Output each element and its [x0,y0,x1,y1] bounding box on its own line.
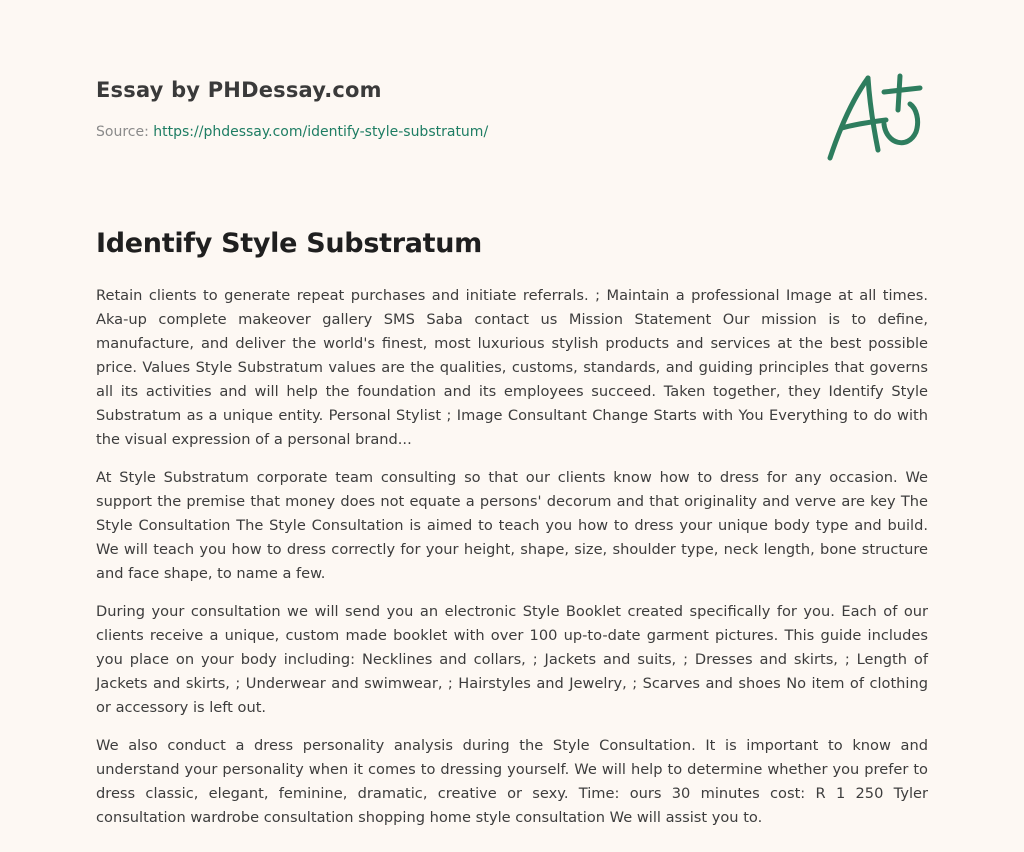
source-line [96,122,696,142]
paragraph: During your consultation we will send you an electronic Style Booklet created specifically for you. Each of our clients receive a unique, custom made booklet with over 100 up-to-date garment pictures. This guide includes you place on your body including: Necklines and collars, ; Jackets and suits, ; Dresses and skirts, ; Length of Jackets and skirts, ; Underwear and swimwear, ; Hairstyles and Jewelry, ; Scarves and shoes No item of clothing or accessory is left out. [96,603,928,716]
paragraph: Retain clients to generate repeat purchases and initiate referrals. ; Maintain a professional Image at all times. Aka-up complete makeover gallery SMS Saba contact us Mission Statement Our mission is to define, manufacture, and deliver the world's finest, most luxurious stylish products and services at the best possible price. Values Style Substratum values are the qualities, customs, standards, and guiding principles that governs all its activities and will help the foundation and its employees succeed. Taken together, they Identify Style Substratum as a unique entity. Personal Stylist ; Image Consultant Change Starts with You Everything to do with the visual expression of a personal brand... [96,287,928,448]
paragraph: We also conduct a dress personality analysis during the Style Consultation. It is important to know and understand your personality when it comes to dressing yourself. We will help to determine whether you prefer to dress classic, elegant, feminine, dramatic, creative or sexy. Time: ours 30 minutes cost: R 1 250 Tyler consultation wardrobe consultation shopping home style consultation We will assist you to. [96,737,928,826]
brand-title: Essay by PHDessay.com [96,78,382,102]
source-label: Source: [96,124,149,140]
a-plus-grade-icon [820,68,930,164]
article-body [96,284,928,844]
article-title: Identify Style Substratum [96,228,483,259]
source-link[interactable]: https://phdessay.com/identify-style-substratum/ [153,124,489,140]
paragraph: At Style Substratum corporate team consulting so that our clients know how to dress for any occasion. We support the premise that money does not equate a persons' decorum and that originality and verve are key The Style Consultation The Style Consultation is aimed to teach you how to dress your unique body type and build. We will teach you how to dress correctly for your height, shape, size, shoulder type, neck length, bone structure and face shape, to name a few. [96,469,928,582]
header [96,76,696,142]
